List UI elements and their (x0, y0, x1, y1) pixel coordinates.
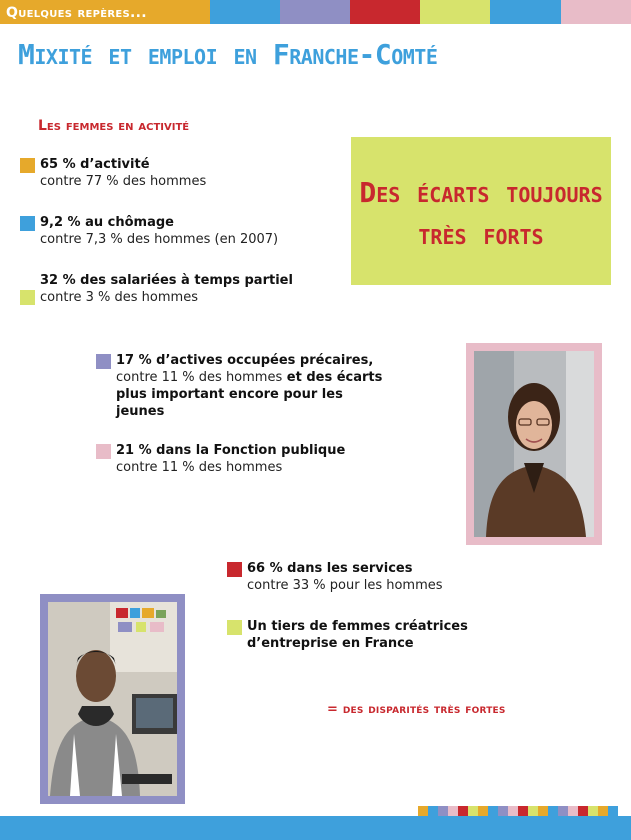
footer-square (418, 806, 428, 816)
callout-box (351, 137, 611, 285)
footer-square (568, 806, 578, 816)
band-segment (490, 0, 561, 24)
footer-square (608, 806, 618, 816)
woman-photo (466, 343, 602, 545)
footer-square (448, 806, 458, 816)
footer-square (588, 806, 598, 816)
woman-photo-image (466, 343, 602, 545)
section-title: Les femmes en activité (38, 118, 190, 134)
stat-sub: contre 77 % des hommes (40, 174, 207, 189)
band-segment (561, 0, 631, 24)
man-photo (40, 594, 185, 804)
stat-main: 32 % des salariées à temps partiel (40, 273, 293, 288)
bullet-square (227, 620, 242, 635)
band-segment (350, 0, 420, 24)
bullet-square (227, 562, 242, 577)
footer-square (508, 806, 518, 816)
footer-square (468, 806, 478, 816)
bullet-square (96, 354, 111, 369)
stat-main: 66 % dans les services (247, 561, 413, 576)
footer-square (598, 806, 608, 816)
stat-entrepreneurs (227, 618, 487, 652)
stat-sub: contre 11 % des hommes (116, 460, 283, 475)
page-title: Mixité et emploi en Franche-Comté (18, 38, 438, 71)
footer-square (488, 806, 498, 816)
stat-sub: contre 11 % des hommes (116, 370, 283, 385)
stat-unemployment (20, 214, 278, 248)
footer-square (458, 806, 468, 816)
stat-activity (20, 156, 206, 190)
stat-extra: et des écarts plus important encore pour les jeunes (116, 370, 383, 419)
bottom-color-band (0, 816, 631, 840)
stat-sub: contre 33 % pour les hommes (247, 578, 443, 593)
stat-main: 9,2 % au chômage (40, 215, 174, 230)
stat-sub: contre 7,3 % des hommes (en 2007) (40, 232, 279, 247)
footer-squares (418, 806, 618, 816)
bullet-square (20, 290, 35, 305)
band-segment (280, 0, 350, 24)
bullet-square (20, 158, 35, 173)
top-color-band (0, 0, 631, 24)
stat-main: Un tiers de femmes créatrices d’entreprise en France (247, 619, 468, 651)
footer-square (518, 806, 528, 816)
bullet-square (20, 216, 35, 231)
callout-text: Des écarts toujours très forts (359, 176, 603, 251)
stat-main: 65 % d’activité (40, 157, 150, 172)
stat-part-time (20, 272, 293, 306)
footer-square (538, 806, 548, 816)
footer-square (438, 806, 448, 816)
man-photo-image (40, 594, 185, 804)
band-segment (210, 0, 280, 24)
footer-square (528, 806, 538, 816)
stat-services (227, 560, 443, 594)
footer-square (578, 806, 588, 816)
footer-square (548, 806, 558, 816)
kicker-label: Quelques repères... (6, 5, 147, 21)
stat-public-service (96, 442, 345, 476)
footer-square (498, 806, 508, 816)
footer-square (478, 806, 488, 816)
stat-sub: contre 3 % des hommes (40, 290, 198, 305)
stat-main: 17 % d’actives occupées précaires, (116, 353, 374, 368)
band-segment (420, 0, 490, 24)
footer-square (558, 806, 568, 816)
conclusion-text: = des disparités très fortes (327, 702, 506, 717)
bullet-square (96, 444, 111, 459)
stat-main: 21 % dans la Fonction publique (116, 443, 346, 458)
stat-precarious (96, 352, 386, 420)
footer-square (428, 806, 438, 816)
